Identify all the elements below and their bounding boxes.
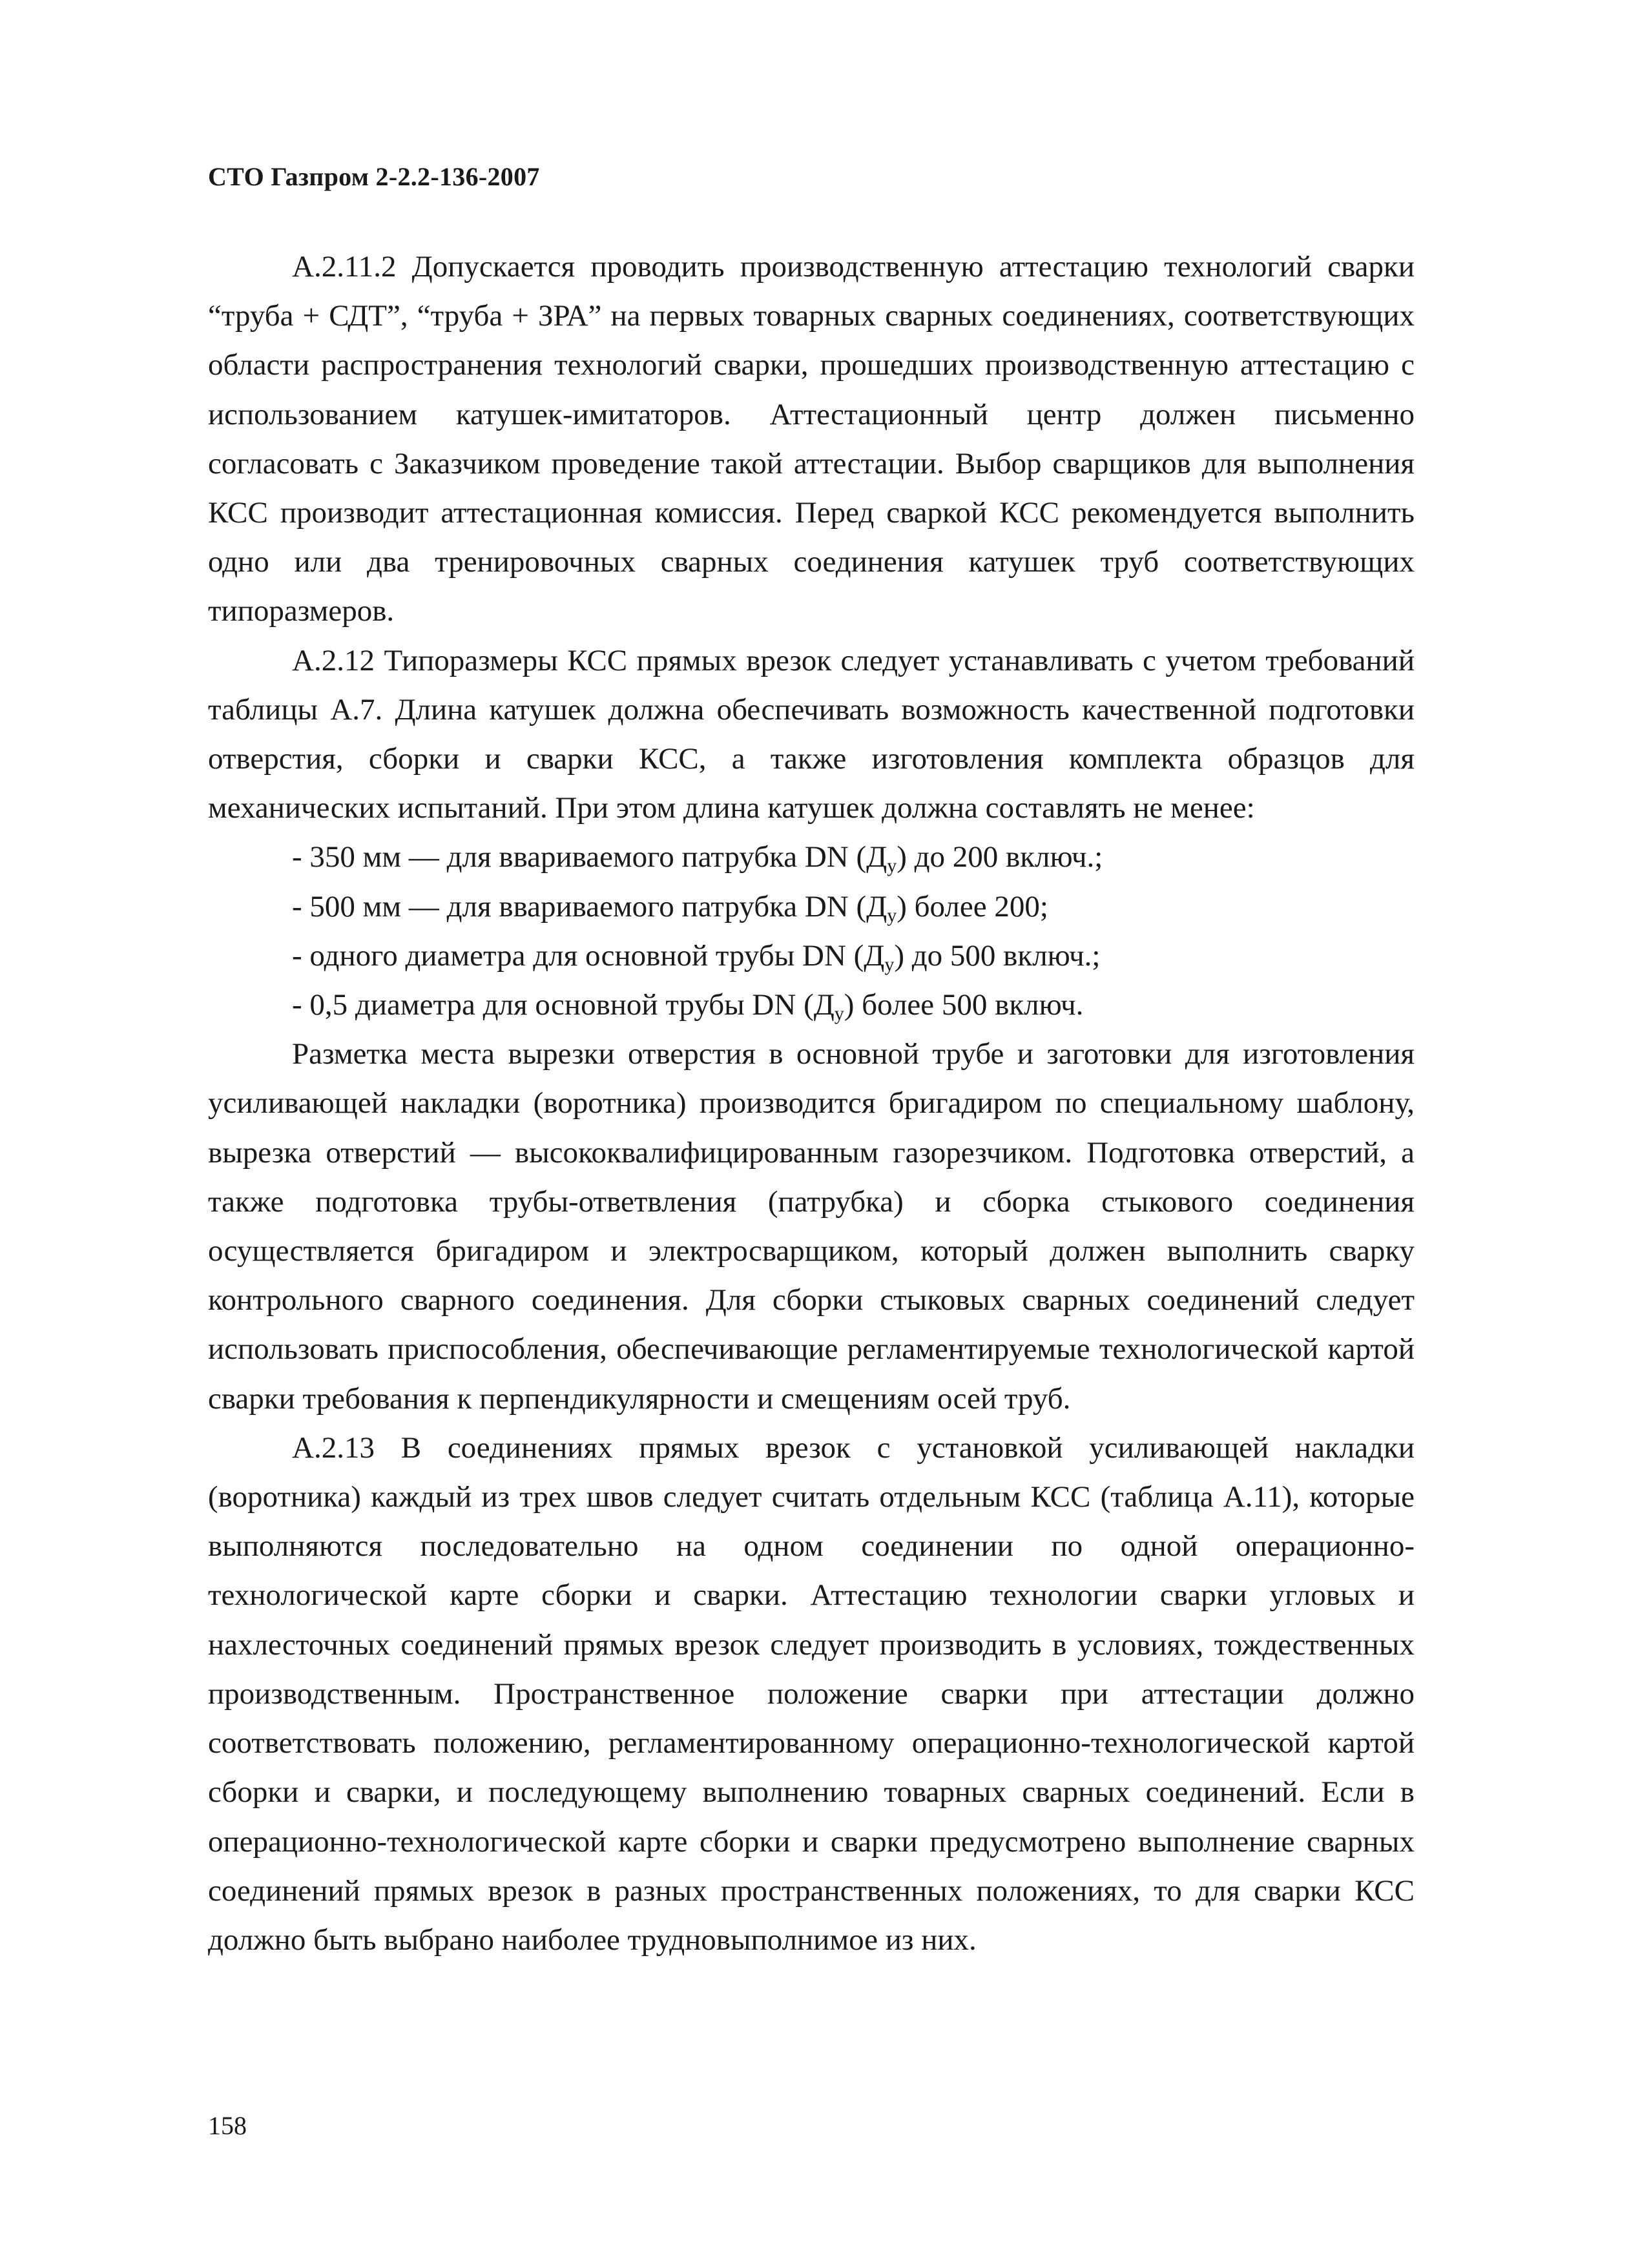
list-item [208, 832, 1415, 881]
list-item-subscript: у [884, 953, 895, 975]
document-header: СТО Газпром 2-2.2-136-2007 [208, 162, 540, 191]
paragraph-a-2-11-2: А.2.11.2 Допускается проводить производственную аттестацию технологий сварки “труба + СДТ”, “труба + ЗРА” на первых товарных сварных соединениях, соответствующих области распространения технологий сварки, прошедших производственную аттестацию с использованием катушек-имитаторов. Аттестационный центр должен письменно согласовать с Заказчиком проведение такой аттестации. Выбор сварщиков для выполнения КСС производит аттестационная комиссия. Перед сваркой КСС рекомендуется выполнить одно или два тренировочных сварных соединения катушек труб соответствующих типоразмеров. [208, 250, 1415, 628]
document-body [208, 242, 1415, 1964]
list-item-text: - 350 мм — для ввариваемого патрубка DN (Д [292, 840, 887, 874]
list-item-text: - 500 мм — для ввариваемого патрубка DN (Д [292, 889, 887, 923]
list-item-text: ) более 200; [897, 889, 1048, 923]
list-item-text: - 0,5 диаметра для основной трубы DN (Д [292, 988, 835, 1022]
paragraph-a-2-13: А.2.13 В соединениях прямых врезок с установкой усиливающей накладки (воротника) каждый из трех швов следует считать отдельным КСС (таблица А.11), которые выполняются последовательно на одном соединении по одной операционно-технологической карте сборки и сварки. Аттестацию технологии сварки угловых и нахлесточных соединений прямых врезок следует производить в условиях, тождественных производственным. Пространственное положение сварки при аттестации должно соответствовать положению, регламентированному операционно-технологической картой сборки и сварки, и последующему выполнению товарных сварных соединений. Если в операционно-технологической карте сборки и сварки предусмотрено выполнение сварных соединений прямых врезок в разных пространственных положениях, то для сварки КСС должно быть выбрано наиболее трудновыполнимое из них. [208, 1430, 1415, 1957]
list-item-subscript: у [887, 855, 897, 877]
list-item-text: ) до 200 включ.; [897, 840, 1103, 874]
list-item-text: ) более 500 включ. [844, 988, 1084, 1022]
list-item-text: - одного диаметра для основной трубы DN (Д [292, 938, 885, 973]
page-number: 158 [208, 2111, 247, 2140]
paragraph-marking: Разметка места вырезки отверстия в основной трубе и заготовки для изготовления усиливающей накладки (воротника) производится бригадиром по специальному шаблону, вырезка отверстий — высококвалифицированным газорезчиком. Подготовка отверстий, а также подготовка трубы-ответвления (патрубка) и сборка стыкового соединения осуществляется бригадиром и электросварщиком, который должен выполнить сварку контрольного сварного соединения. Для сборки стыковых сварных соединений следует использовать приспособления, обеспечивающие регламентируемые технологической картой сварки требования к перпендикулярности и смещениям осей труб. [208, 1037, 1415, 1416]
list-item-subscript: у [887, 904, 897, 926]
list-item [208, 882, 1415, 931]
paragraph-a-2-12: А.2.12 Типоразмеры КСС прямых врезок следует устанавливать с учетом требований таблицы А.7. Длина катушек должна обеспечивать возможность качественной подготовки отверстия, сборки и сварки КСС, а также изготовления комплекта образцов для механических испытаний. При этом длина катушек должна составлять не менее: [208, 643, 1415, 825]
list-item-subscript: у [834, 1003, 844, 1025]
list-item-text: ) до 500 включ.; [894, 938, 1101, 973]
list-item [208, 931, 1415, 980]
list-item [208, 980, 1415, 1029]
